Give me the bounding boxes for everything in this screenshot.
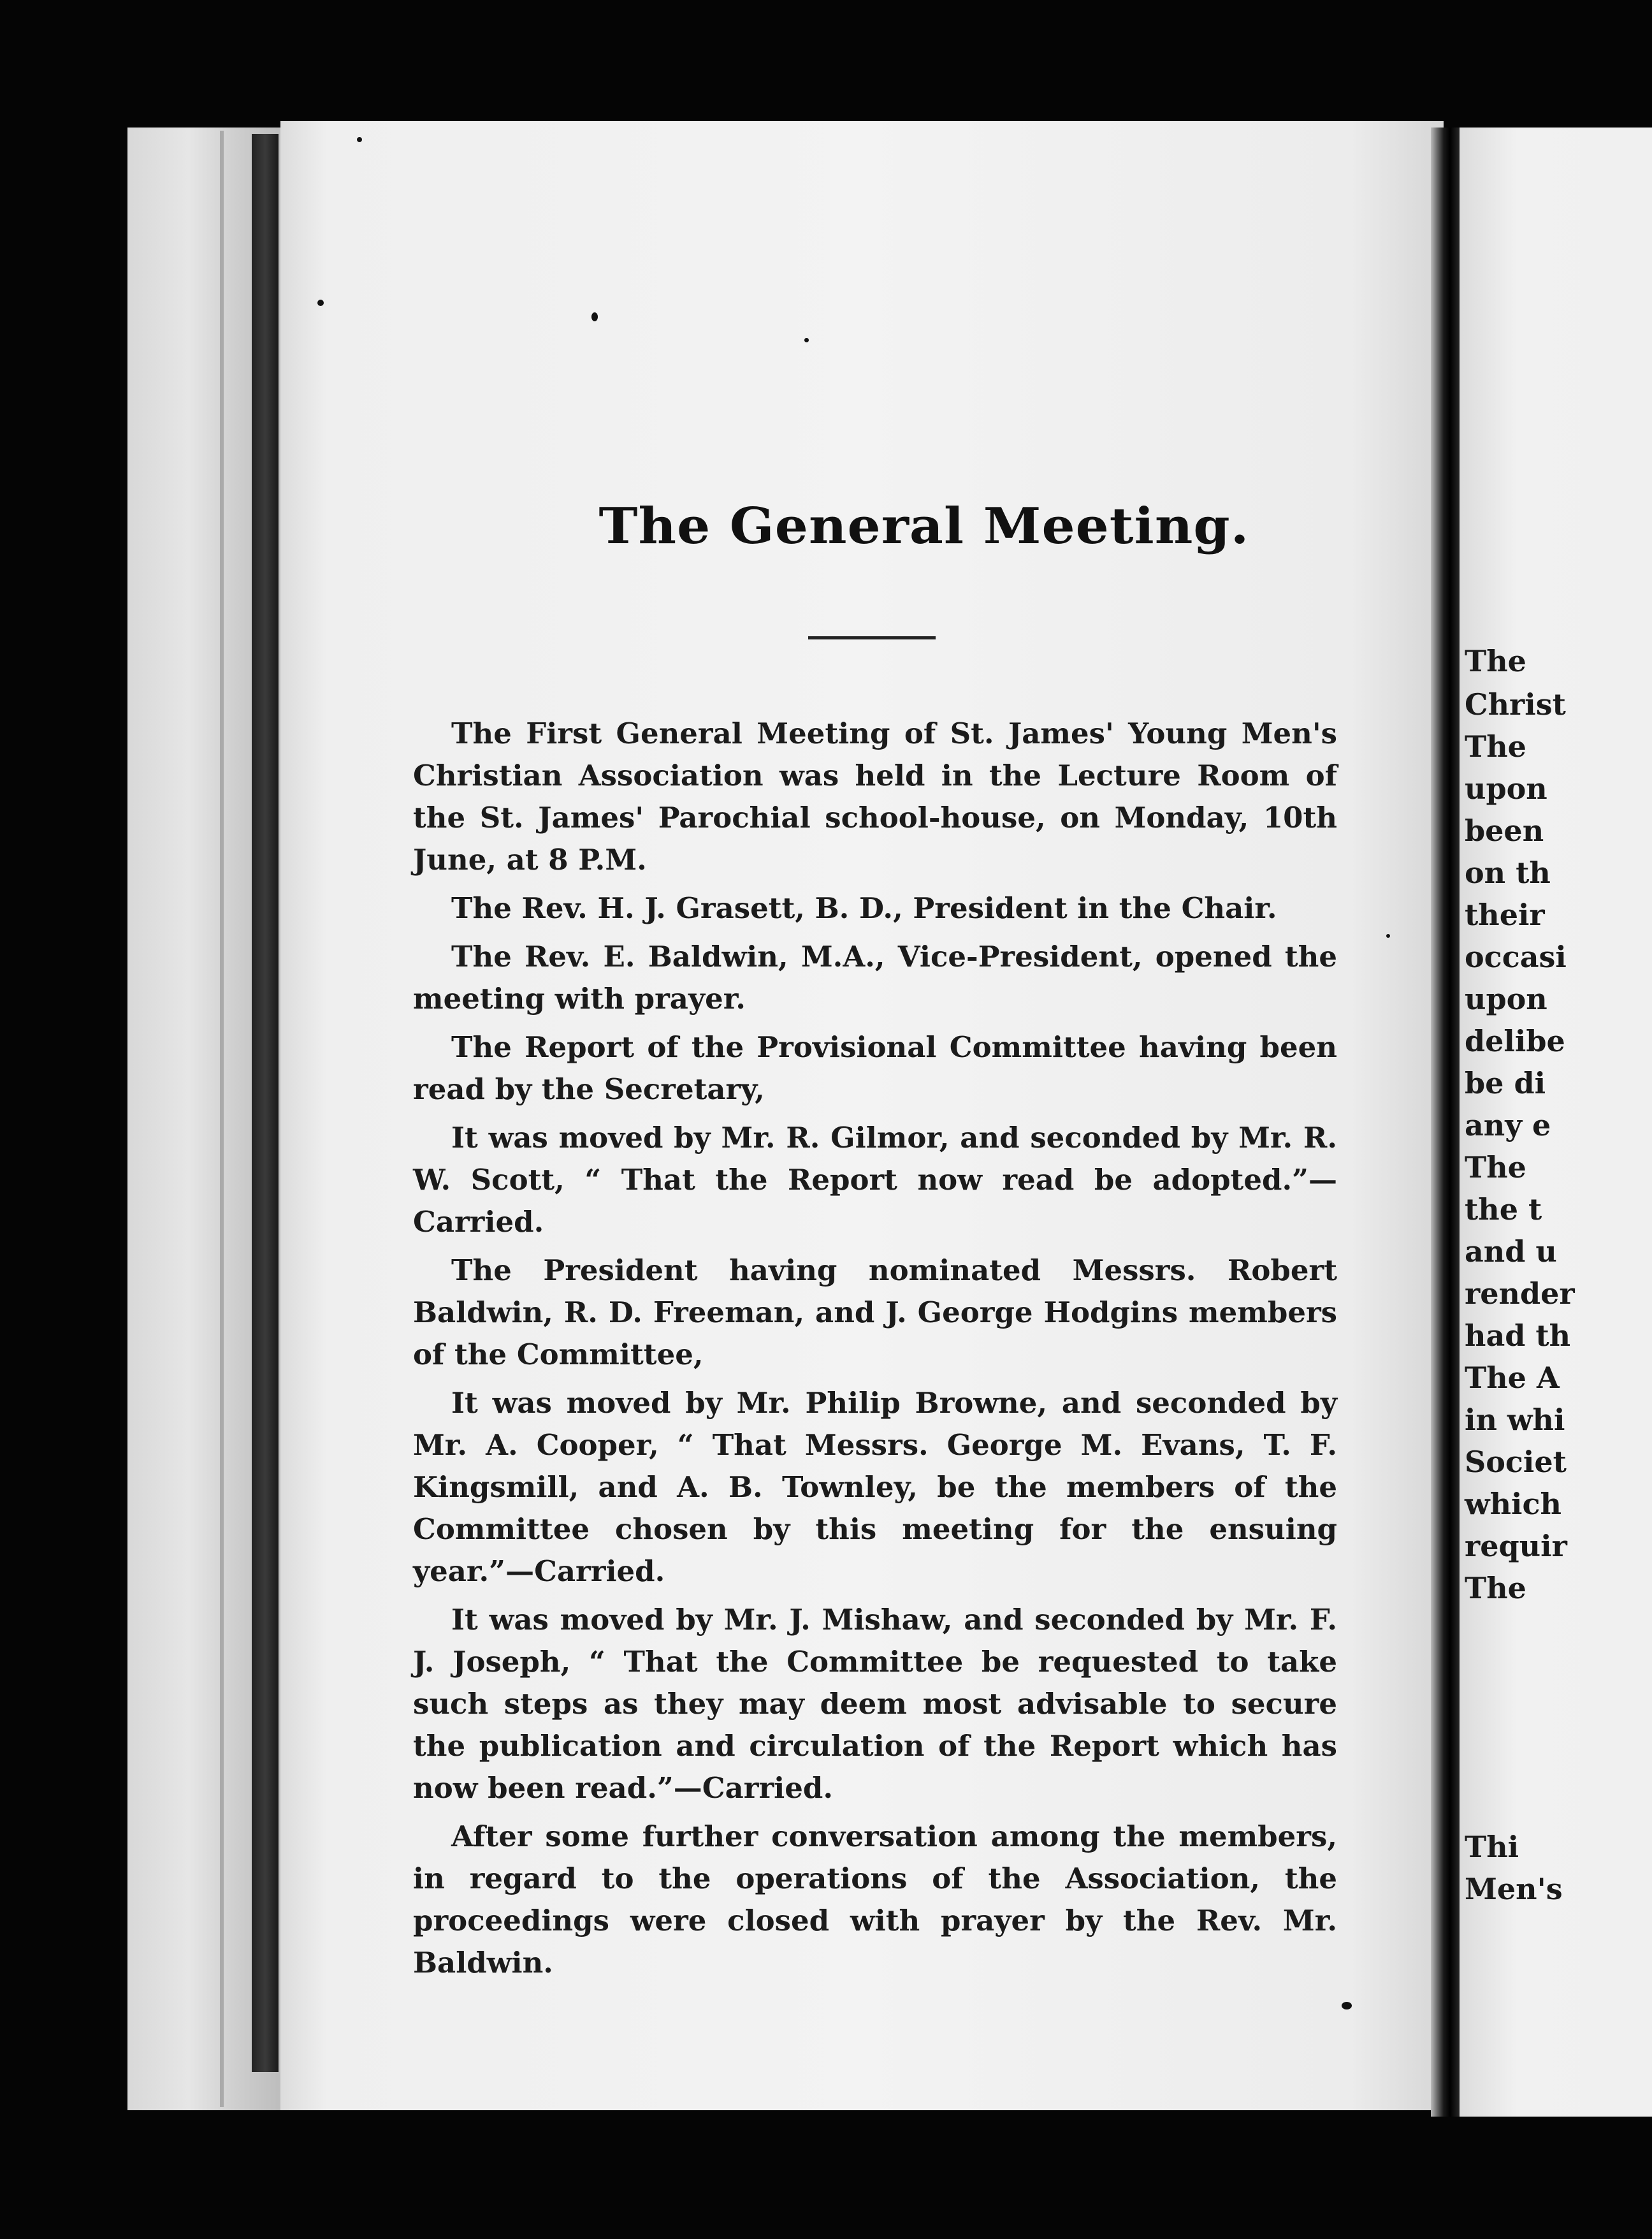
- speck: [591, 312, 598, 321]
- paragraph: The Rev. H. J. Grasett, B. D., President in the Chair.: [451, 891, 1277, 925]
- speck: [804, 338, 809, 342]
- speck: [357, 137, 362, 142]
- right-page-fragment: which: [1465, 1487, 1561, 1521]
- paragraph: It was moved by Mr. Philip Browne, and seconded by Mr. A. Cooper, “ That Messrs. George M. Evans, T. F. Kingsmill, and A. B. Townley, be the members of the Committee chosen by this meeting for the ensuing year.”—Carried.: [413, 1386, 1337, 1588]
- speck: [1342, 2002, 1352, 2009]
- paragraph: It was moved by Mr. J. Mishaw, and seconded by Mr. F. J. Joseph, “ That the Committee be requested to take such steps as they may deem most advisable to secure the publication and circulation of the Report which has now been read.”—Carried.: [413, 1603, 1337, 1805]
- right-page-fragment: in whi: [1465, 1403, 1565, 1437]
- right-page-fragment: render: [1465, 1276, 1575, 1311]
- right-page-fragment: had th: [1465, 1318, 1571, 1353]
- right-page-fragment: occasi: [1465, 940, 1567, 974]
- book-gutter: [1431, 128, 1463, 2117]
- right-page-fragment: requir: [1465, 1529, 1567, 1563]
- right-page-fragment: The A: [1465, 1360, 1560, 1395]
- right-page-fragment: Societ: [1465, 1445, 1567, 1479]
- right-page-fragment: upon: [1465, 982, 1547, 1016]
- right-page-fragment: their: [1465, 898, 1545, 932]
- right-page-fragment: and u: [1465, 1234, 1557, 1269]
- right-page-fragment: The: [1465, 1150, 1526, 1185]
- paragraph: It was moved by Mr. R. Gilmor, and seconded by Mr. R. W. Scott, “ That the Report now read be adopted.”— Carried.: [413, 1121, 1337, 1239]
- right-page-fragment: the t: [1465, 1192, 1542, 1227]
- page-stack-line: [220, 131, 224, 2107]
- paragraph: The Rev. E. Baldwin, M.A., Vice-President, opened the meeting with prayer.: [413, 940, 1337, 1016]
- right-page: [1460, 128, 1652, 2117]
- right-page-fragment: Men's: [1465, 1872, 1563, 1906]
- right-page-fragment: been: [1465, 813, 1544, 848]
- right-page-fragment: The: [1465, 729, 1526, 764]
- right-page-fragment: on th: [1465, 856, 1551, 890]
- right-page-fragment: The: [1465, 644, 1526, 678]
- right-page-fragment: delibe: [1465, 1024, 1565, 1058]
- right-page-fragment: Christ: [1465, 687, 1566, 722]
- right-page-fragment: be di: [1465, 1066, 1546, 1100]
- right-page-fragment: The: [1465, 1571, 1526, 1605]
- paragraph: After some further conversation among the members, in regard to the operations of the Association, the proceedings were closed with prayer by the Rev. Mr. Baldwin.: [413, 1820, 1337, 1980]
- page-title: The General Meeting.: [598, 497, 1250, 555]
- paragraph: The President having nominated Messrs. Robert Baldwin, R. D. Freeman, and J. George Hodgins members of the Committee,: [413, 1253, 1337, 1371]
- paragraph: The Report of the Provisional Committee having been read by the Secretary,: [413, 1030, 1337, 1106]
- right-page-fragment: Thi: [1465, 1830, 1519, 1864]
- right-page-fragment: upon: [1465, 771, 1547, 806]
- paragraph: The First General Meeting of St. James' Young Men's Christian Association was held in the Lecture Room of the St. James' Parochial school-house, on Monday, 10th June, at 8 P.M.: [413, 717, 1337, 877]
- title-rule: [808, 636, 936, 639]
- speck: [1386, 934, 1390, 938]
- speck: [317, 300, 324, 306]
- right-page-fragment: any e: [1465, 1108, 1551, 1142]
- body-text: [413, 713, 1337, 1990]
- book-spine-edge: [252, 134, 279, 2072]
